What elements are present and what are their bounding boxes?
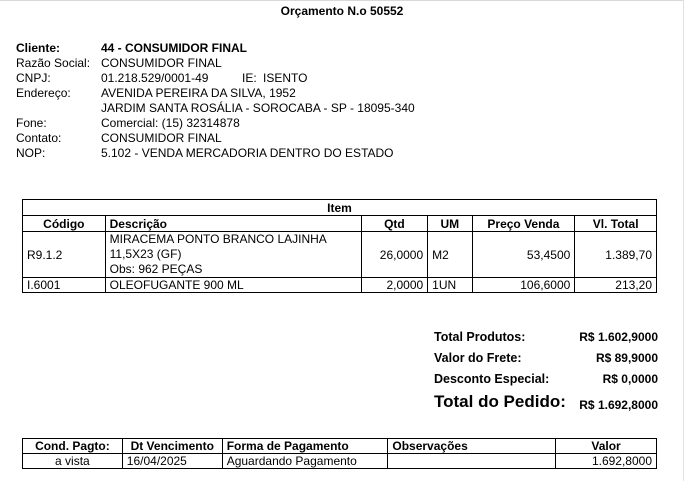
contato-value: CONSUMIDOR FINAL <box>101 131 222 145</box>
total-produtos-row <box>434 325 658 346</box>
pay-obs <box>388 454 556 469</box>
ie-label: IE: <box>242 71 257 85</box>
col-total: Vl. Total <box>575 216 657 232</box>
contato-label: Contato: <box>16 131 62 145</box>
col-um: UM <box>428 216 472 232</box>
cnpj-value: 01.218.529/0001-49 <box>101 71 209 85</box>
col-descricao: Descrição <box>105 216 361 232</box>
item-qtd: 2,0000 <box>361 278 428 293</box>
payment-table <box>22 438 657 469</box>
table-row <box>23 454 657 469</box>
item-desc-obs: Obs: 962 PEÇAS <box>109 262 203 276</box>
cliente-value: 44 - CONSUMIDOR FINAL <box>101 41 248 55</box>
total-pedido-row <box>434 388 658 414</box>
item-codigo: I.6001 <box>23 278 106 293</box>
total-pedido-label: Total do Pedido: <box>434 392 566 411</box>
nop-label: NOP: <box>16 146 46 160</box>
total-produtos-value: R$ 1.602,9000 <box>579 330 658 344</box>
total-produtos-label: Total Produtos: <box>434 330 526 344</box>
totals-block <box>434 325 658 414</box>
item-descricao: OLEOFUGANTE 900 ML <box>105 278 361 293</box>
frete-value: R$ 89,9000 <box>595 351 658 365</box>
nop-value: 5.102 - VENDA MERCADORIA DENTRO DO ESTADO <box>101 146 394 160</box>
desconto-row <box>434 367 658 388</box>
cliente-label: Cliente: <box>16 41 61 55</box>
razao-value: CONSUMIDOR FINAL <box>101 56 222 70</box>
total-pedido-value: R$ 1.692,8000 <box>579 398 658 412</box>
pay-forma: Aguardando Pagamento <box>222 454 388 469</box>
cnpj-label: CNPJ: <box>16 71 51 85</box>
col-cond: Cond. Pagto: <box>23 439 123 454</box>
col-qtd: Qtd <box>361 216 428 232</box>
frete-row <box>434 346 658 367</box>
item-desc-line: 11,5X23 (GF) <box>109 247 182 261</box>
ie-value: ISENTO <box>263 71 308 85</box>
endereco-line2: JARDIM SANTA ROSÁLIA - SOROCABA - SP - 18095-340 <box>101 101 415 115</box>
top-border <box>0 0 684 1</box>
col-preco: Preço Venda <box>472 216 575 232</box>
table-row <box>23 232 657 278</box>
col-valor: Valor <box>556 439 657 454</box>
pay-venc: 16/04/2025 <box>122 454 222 469</box>
items-section-title: Item <box>23 200 657 216</box>
item-um: M2 <box>428 232 472 278</box>
fone-value: Comercial: (15) 32314878 <box>101 116 240 130</box>
col-forma: Forma de Pagamento <box>222 439 388 454</box>
item-preco: 106,6000 <box>472 278 575 293</box>
item-desc-line: MIRACEMA PONTO BRANCO LAJINHA <box>109 232 327 246</box>
pay-valor: 1.692,8000 <box>556 454 657 469</box>
fone-label: Fone: <box>16 116 47 130</box>
col-obs: Observações <box>388 439 556 454</box>
item-qtd: 26,0000 <box>361 232 428 278</box>
pay-cond: a vista <box>23 454 123 469</box>
item-codigo: R9.1.2 <box>23 232 106 278</box>
item-preco: 53,4500 <box>472 232 575 278</box>
col-venc: Dt Vencimento <box>122 439 222 454</box>
item-total: 213,20 <box>575 278 657 293</box>
item-um: 1UN <box>428 278 472 293</box>
table-row <box>23 278 657 293</box>
desconto-label: Desconto Especial: <box>434 372 550 386</box>
endereco-line1: AVENIDA PEREIRA DA SILVA, 1952 <box>101 86 296 100</box>
desconto-value: R$ 0,0000 <box>602 372 658 386</box>
razao-label: Razão Social: <box>16 56 91 70</box>
endereco-label: Endereço: <box>16 86 71 100</box>
item-descricao <box>105 232 361 278</box>
col-codigo: Código <box>23 216 106 232</box>
items-table <box>22 199 657 293</box>
item-total: 1.389,70 <box>575 232 657 278</box>
document-title: Orçamento N.o 50552 <box>280 4 404 18</box>
frete-label: Valor do Frete: <box>434 351 522 365</box>
